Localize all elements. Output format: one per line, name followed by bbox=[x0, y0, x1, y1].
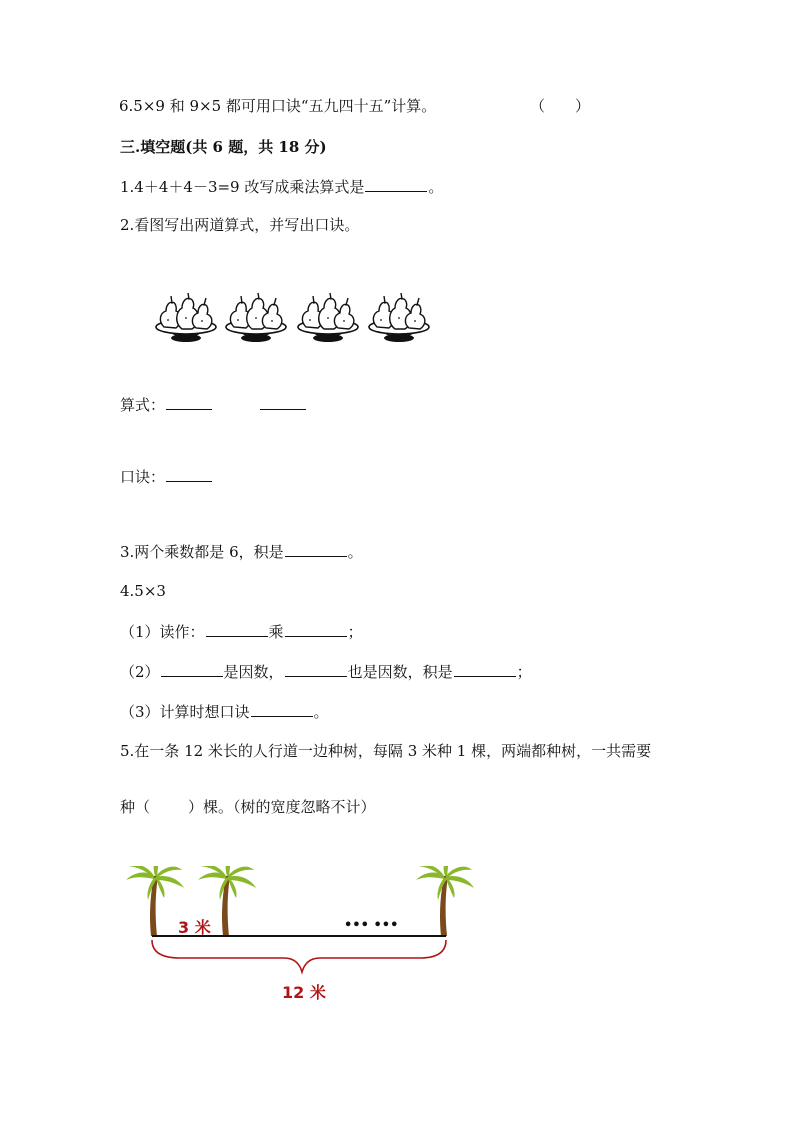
question-6-text: 6.5×9 和 9×5 都可用口诀“五九四十五”计算。 bbox=[119, 97, 437, 115]
answer-blank[interactable] bbox=[285, 541, 347, 557]
tree-1 bbox=[126, 866, 184, 936]
question-5-line-1: 5.在一条 12 米长的人行道一边种树，每隔 3 米种 1 棵，两端都种树，一共需要 bbox=[120, 742, 652, 760]
tree-spacing-diagram bbox=[120, 866, 490, 1006]
answer-blank[interactable] bbox=[365, 176, 427, 192]
label-3m: 3 米 bbox=[178, 918, 211, 937]
pear-plates-figure bbox=[152, 293, 434, 349]
question-2: 2.看图写出两道算式，并写出口诀。 bbox=[120, 216, 360, 234]
pear-plate-1 bbox=[156, 293, 216, 342]
question-4-part-2: （2） 是因数， 也是因数，积是 ； bbox=[120, 663, 532, 681]
question-4: 4.5×3 bbox=[120, 582, 166, 600]
answer-blank[interactable] bbox=[206, 621, 268, 637]
section-3-title: 三.填空题(共 6 题，共 18 分) bbox=[120, 138, 327, 156]
question-4-part-1: （1）读作： 乘 ； bbox=[120, 623, 363, 641]
formula-blank-2[interactable] bbox=[260, 394, 306, 410]
answer-blank[interactable] bbox=[285, 661, 347, 677]
tree-3 bbox=[416, 866, 474, 936]
rhyme-row: 口诀： bbox=[120, 466, 213, 487]
pear-plate-4 bbox=[369, 293, 429, 342]
length-brace bbox=[152, 940, 446, 972]
question-6 bbox=[119, 96, 436, 116]
answer-blank[interactable] bbox=[161, 661, 223, 677]
question-5-line-2: 种（ ）棵。（树的宽度忽略不计） bbox=[120, 798, 376, 816]
rhyme-blank[interactable] bbox=[166, 466, 212, 482]
answer-blank[interactable] bbox=[285, 621, 347, 637]
question-1: 1.4＋4＋4－3=9 改写成乘法算式是 。 bbox=[120, 178, 444, 196]
pear-plate-3 bbox=[298, 293, 358, 342]
question-4-part-3: （3）计算时想口诀 。 bbox=[120, 703, 329, 721]
answer-blank[interactable] bbox=[454, 661, 516, 677]
ellipsis-dots: ••• ••• bbox=[344, 918, 399, 933]
question-3: 3.两个乘数都是 6，积是 。 bbox=[120, 543, 363, 561]
label-12m: 12 米 bbox=[282, 983, 326, 1002]
formula-blank-1[interactable] bbox=[166, 394, 212, 410]
formula-row: 算式： bbox=[120, 394, 307, 415]
answer-blank[interactable] bbox=[251, 701, 313, 717]
pear-plate-2 bbox=[226, 293, 286, 342]
question-6-paren: （ ） bbox=[530, 97, 591, 115]
